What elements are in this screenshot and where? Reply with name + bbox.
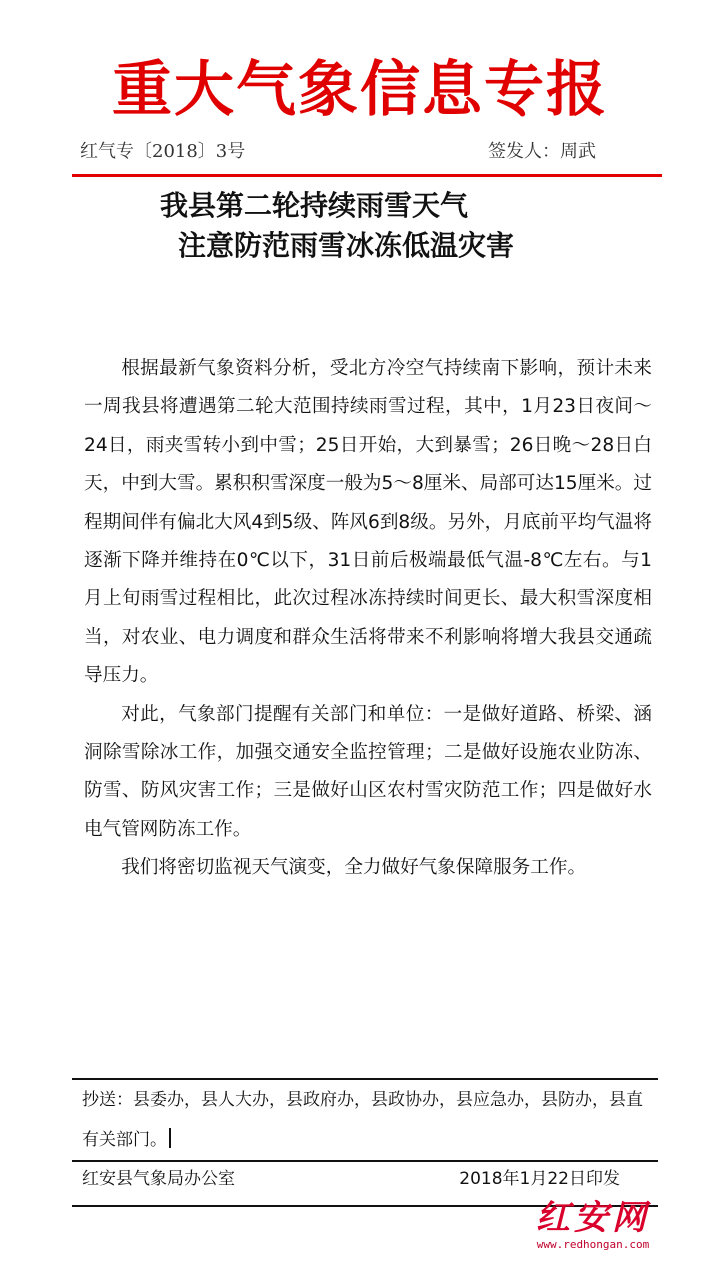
cc-bottom-divider (72, 1160, 658, 1162)
issue-date: 2018年1月22日印发 (459, 1169, 620, 1189)
masthead-title: 重大气象信息专报 (112, 55, 608, 125)
text-cursor (169, 1128, 171, 1148)
body-paragraph: 我们将密切监视天气演变，全力做好气象保障服务工作。 (121, 857, 587, 879)
title-line-2: 注意防范雨雪冰冻低温灾害 (178, 229, 515, 262)
document-number: 红气专〔2018〕3号 (80, 141, 246, 162)
masthead-divider (72, 174, 662, 177)
cc-text: 抄送：县委办，县人大办，县政府办，县政协办，县应急办，县防办，县直有关部门。 (82, 1090, 643, 1150)
title-line-1: 我县第二轮持续雨雪天气 (160, 189, 469, 222)
watermark-url: www.redhongan.com (536, 1238, 650, 1251)
site-watermark (528, 1198, 658, 1252)
issue-footer (82, 1164, 620, 1194)
signer: 签发人：周武 (488, 141, 596, 162)
body-paragraph: 对此，气象部门提醒有关部门和单位：一是做好道路、桥梁、涵洞除雪除冰工作，加强交通安全监控管理；二是做好设施农业防冻、防雪、防风灾害工作；三是做好山区农村雪灾防范工作；四是做好水电气管网防冻工作。 (84, 703, 652, 840)
watermark-name: 红安网 (536, 1198, 650, 1238)
cc-block (82, 1080, 652, 1160)
document-meta (80, 138, 596, 166)
body-paragraph: 根据最新气象资料分析，受北方冷空气持续南下影响，预计未来一周我县将遭遇第二轮大范围持续雨雪过程，其中，1月23日夜间～24日，雨夹雪转小到中雪；25日开始，大到暴雪；26日晚～28日白天，中到大雪。累积积雪深度一般为5～8厘米、局部可达15厘米。过程期间伴有偏北大风4到5级、阵风6到8级。另外，月底前平均气温将逐渐下降并维持在0℃以下，31日前后极端最低气温-8℃左右。与1月上旬雨雪过程相比，此次过程冰冻持续时间更长、最大积雪深度相当，对农业、电力调度和群众生活将带来不利影响将增大我县交通疏导压力。 (84, 358, 652, 687)
document-body (84, 350, 652, 888)
issuer: 红安县气象局办公室 (82, 1169, 235, 1189)
